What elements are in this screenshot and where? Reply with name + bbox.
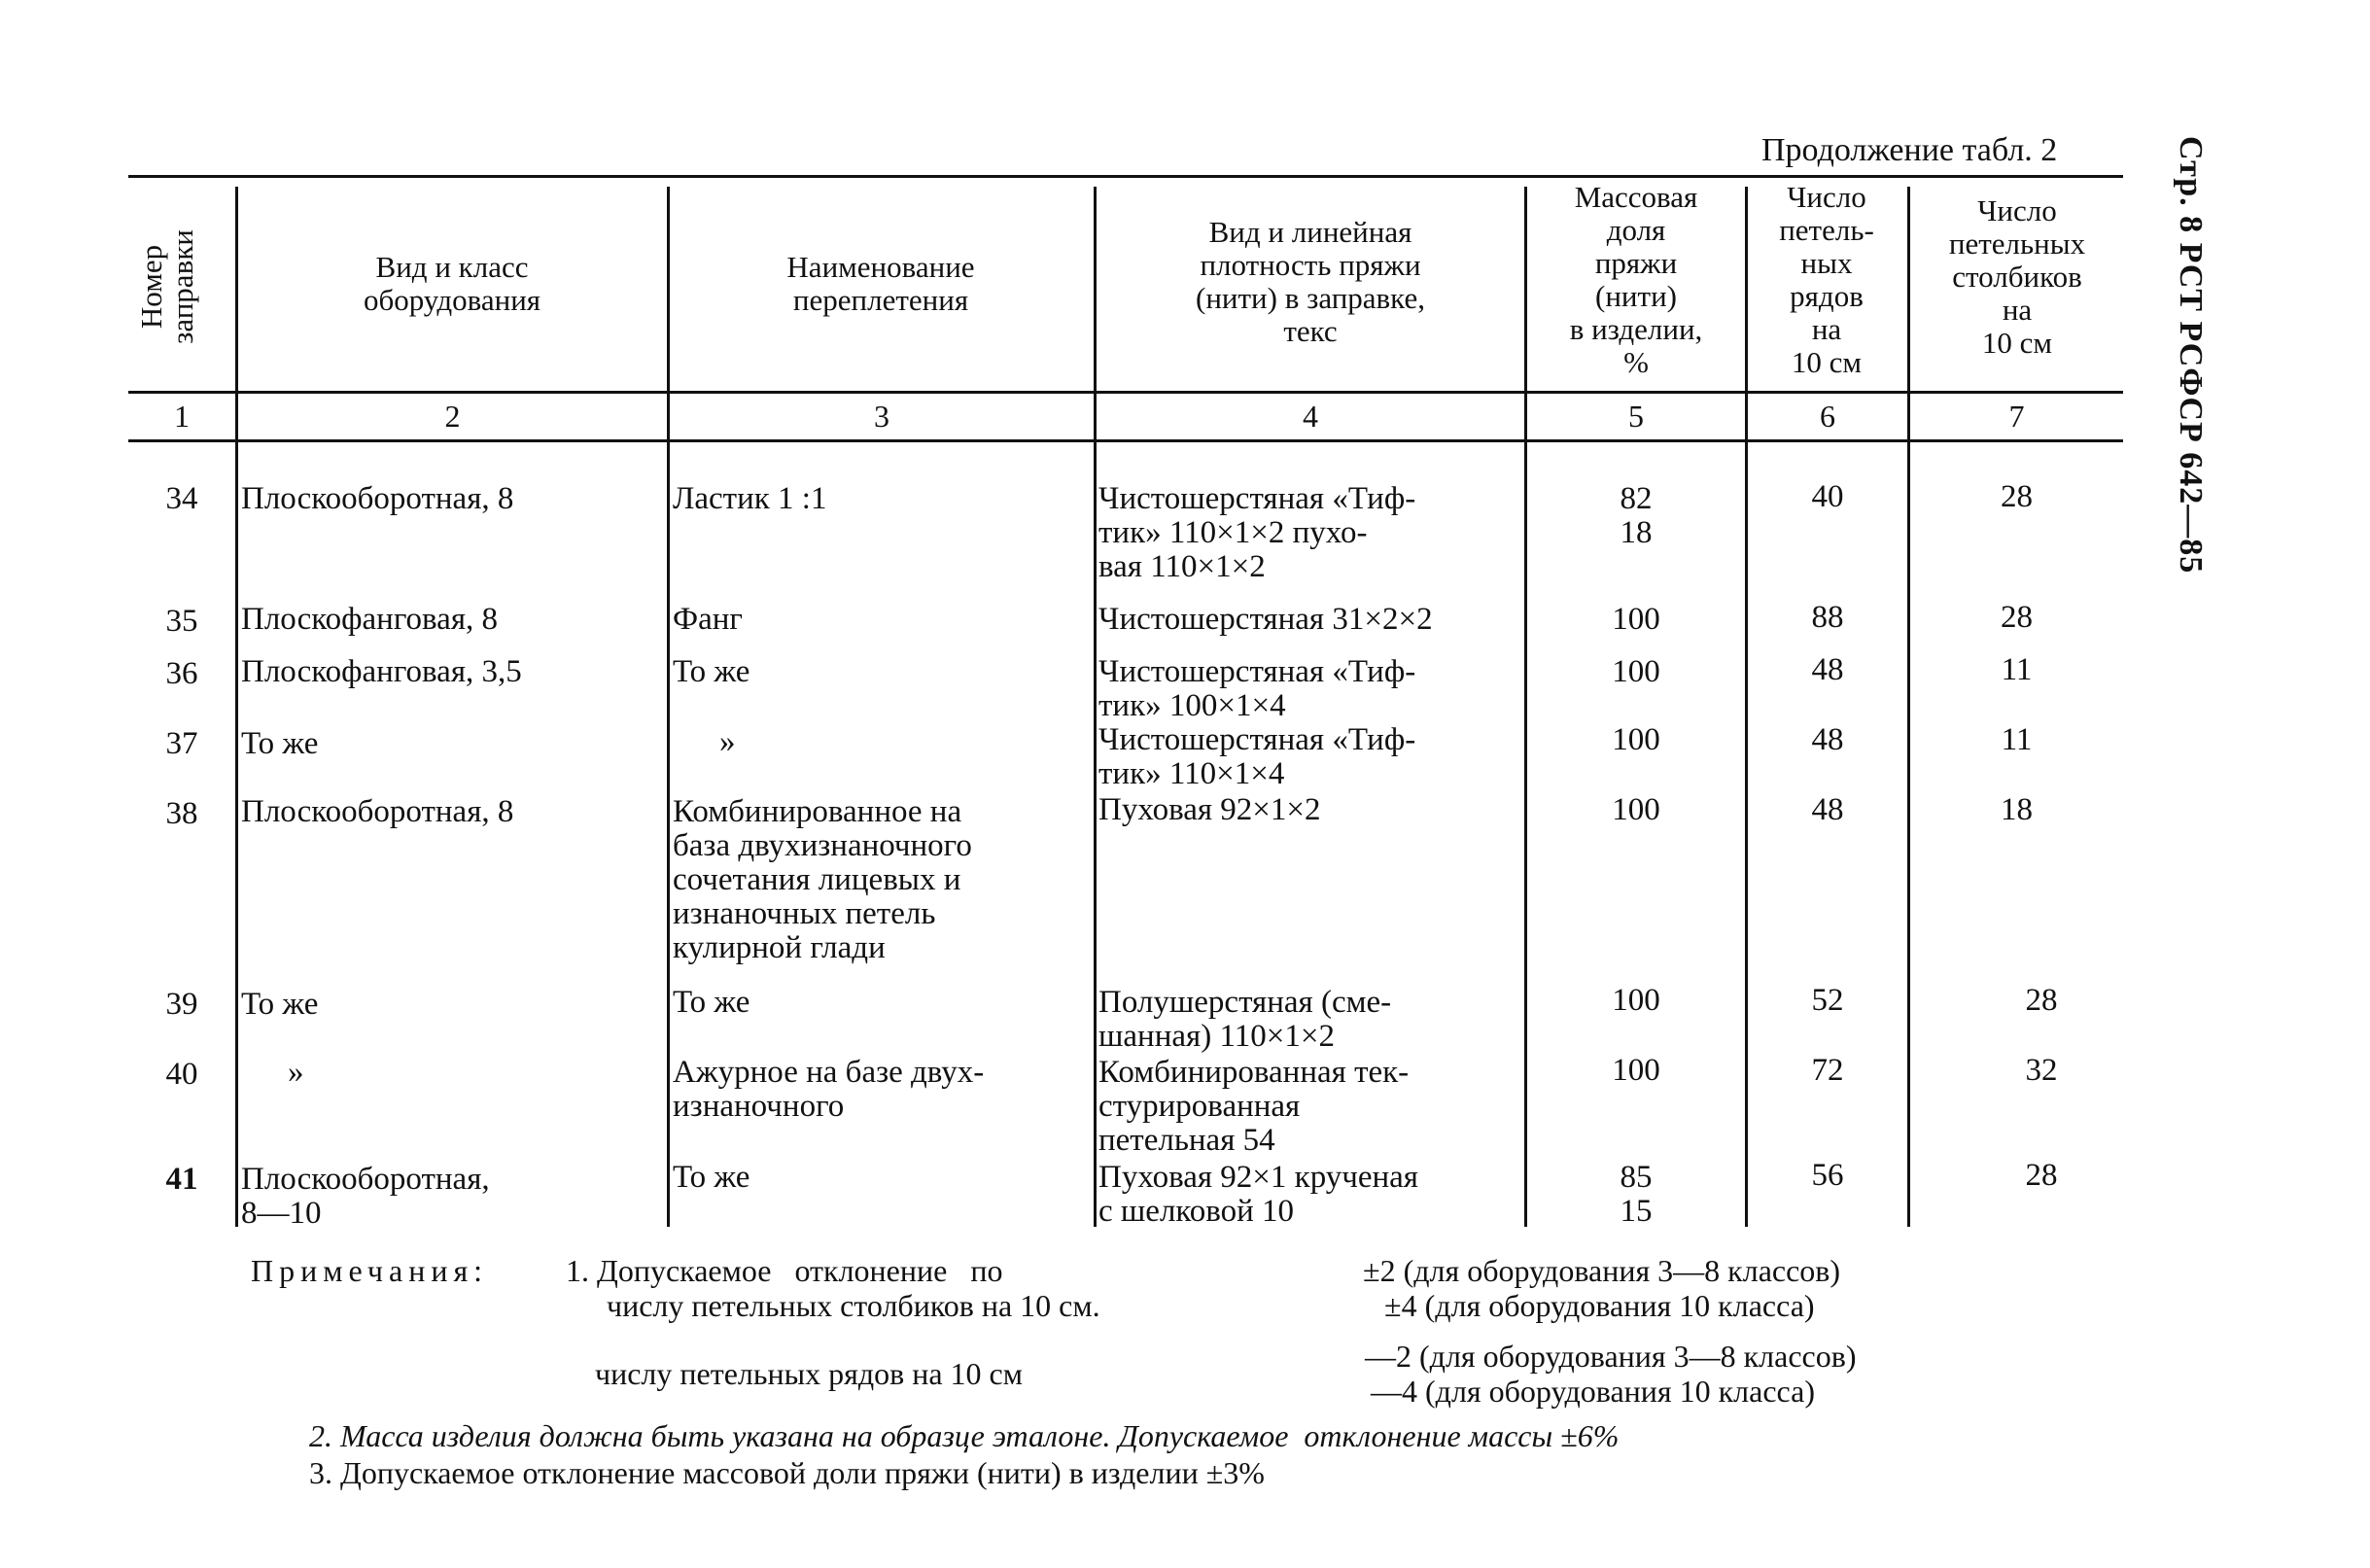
row-mass: 100 — [1612, 983, 1660, 1018]
row-equipment: То же — [241, 726, 319, 761]
row-number: 39 — [165, 987, 198, 1022]
row-number: 40 — [165, 1057, 198, 1092]
col-divider-3 — [1094, 187, 1097, 1227]
col-divider-2 — [667, 187, 670, 1227]
row-weave: Ажурное на базе двух- изнаночного — [673, 1055, 985, 1124]
tolerance-2: ±4 (для оборудования 10 класса) — [1384, 1288, 1815, 1323]
row-rows10: 48 — [1811, 652, 1844, 687]
row-yarn: Полушерстяная (сме- шанная) 110×1×2 — [1098, 985, 1392, 1054]
row-yarn: Чистошерстяная «Тиф- тик» 110×1×4 — [1098, 722, 1416, 791]
row-cols10: 18 — [2001, 792, 2033, 827]
row-cols10: 32 — [2025, 1053, 2058, 1088]
row-mass: 82 18 — [1620, 481, 1653, 550]
note-2: 2. Масса изделия должна быть указана на образце эталоне. Допускаемое отклонение массы ±6% — [309, 1418, 1620, 1453]
row-mass: 85 15 — [1620, 1160, 1653, 1229]
row-mass: 100 — [1612, 792, 1660, 827]
row-equipment: Плоскооборотная, 8 — [241, 481, 514, 516]
row-weave: Комбинированное на база двухизнаночного сочетания лицевых и изнаночных петель кулирной глади — [673, 794, 972, 965]
header-mass: Массовая доля пряжи (нити) в изделии, % — [1569, 180, 1703, 379]
side-caption-text: Стр. 8 РСТ РСФСР 642—85 — [2173, 136, 2209, 575]
row-rows10: 72 — [1811, 1053, 1844, 1088]
row-rows10: 40 — [1811, 479, 1844, 514]
header-weave: Наименование переплетения — [786, 250, 975, 317]
row-cols10: 28 — [2001, 600, 2033, 635]
note-1-line-c: числу петельных рядов на 10 см — [595, 1356, 1023, 1391]
col-num-rule — [128, 391, 2123, 394]
row-weave: Ластик 1 :1 — [673, 481, 827, 516]
row-rows10: 48 — [1811, 792, 1844, 827]
row-weave: Фанг — [673, 602, 743, 637]
row-rows10: 48 — [1811, 722, 1844, 757]
row-equipment: Плоскооборотная, 8 — [241, 794, 514, 829]
notes-label: Примечания: — [251, 1253, 489, 1288]
header-columns: Число петельных столбиков на 10 см — [1948, 193, 2086, 360]
col-number-7: 7 — [2008, 399, 2025, 434]
header-equipment: Вид и класс оборудования — [363, 250, 541, 317]
row-rows10: 88 — [1811, 600, 1844, 635]
note-1-line-a: 1. Допускаемое отклонение по — [566, 1253, 1003, 1288]
row-mass: 100 — [1612, 722, 1660, 757]
row-cols10: 28 — [2025, 1158, 2058, 1193]
col-divider-1 — [235, 187, 238, 1227]
continuation-label: Продолжение табл. 2 — [1761, 132, 2058, 168]
row-number: 38 — [165, 796, 198, 831]
row-mass: 100 — [1612, 602, 1660, 637]
note-3: 3. Допускаемое отклонение массовой доли пряжи (нити) в изделии ±3% — [309, 1455, 1265, 1490]
tolerance-1: ±2 (для оборудования 3—8 классов) — [1363, 1253, 1841, 1288]
row-mass: 100 — [1612, 654, 1660, 689]
col-divider-6 — [1907, 187, 1910, 1227]
row-yarn: Пуховая 92×1 крученая с шелковой 10 — [1098, 1160, 1418, 1229]
col-number-2: 2 — [444, 399, 461, 434]
row-cols10: 28 — [2025, 983, 2058, 1018]
row-yarn: Чистошерстяная «Тиф- тик» 110×1×2 пухо- вая 110×1×2 — [1098, 481, 1416, 584]
row-equipment: » — [288, 1055, 304, 1090]
row-yarn: Комбинированная тек- стурированная петельная 54 — [1098, 1055, 1410, 1158]
row-weave: То же — [673, 1160, 750, 1195]
row-cols10: 28 — [2001, 479, 2033, 514]
col-number-4: 4 — [1303, 399, 1318, 434]
row-yarn: Чистошерстяная 31×2×2 — [1098, 602, 1433, 637]
row-rows10: 56 — [1811, 1158, 1844, 1193]
note-1-line-b: числу петельных столбиков на 10 см. — [607, 1288, 1100, 1323]
row-equipment: Плоскофанговая, 8 — [241, 602, 498, 637]
row-equipment: Плоскофанговая, 3,5 — [241, 654, 522, 689]
row-weave: То же — [673, 654, 750, 689]
row-weave: » — [719, 724, 736, 759]
row-mass: 100 — [1612, 1053, 1660, 1088]
row-number: 35 — [165, 604, 198, 639]
row-yarn: Чистошерстяная «Тиф- тик» 100×1×4 — [1098, 654, 1416, 723]
header-yarn: Вид и линейная плотность пряжи (нити) в заправке, текс — [1196, 215, 1425, 348]
row-cols10: 11 — [2001, 722, 2033, 757]
row-number: 37 — [165, 726, 198, 761]
row-equipment: Плоскооборотная, 8—10 — [241, 1162, 490, 1231]
col-number-3: 3 — [874, 399, 889, 434]
row-number: 41 — [165, 1162, 198, 1197]
col-number-5: 5 — [1628, 399, 1644, 434]
side-caption — [2148, 136, 2226, 603]
row-equipment: То же — [241, 987, 319, 1022]
tolerance-4: —4 (для оборудования 10 класса) — [1371, 1374, 1815, 1409]
table-top-rule — [128, 175, 2123, 178]
col-number-1: 1 — [174, 399, 190, 434]
row-yarn: Пуховая 92×1×2 — [1098, 792, 1321, 827]
header-rows: Число петель- ных рядов на 10 см — [1779, 180, 1874, 379]
row-rows10: 52 — [1811, 983, 1844, 1018]
row-number: 36 — [165, 656, 198, 691]
header-bottom-rule — [128, 439, 2123, 442]
tolerance-3: —2 (для оборудования 3—8 классов) — [1365, 1339, 1857, 1374]
row-cols10: 11 — [2001, 652, 2033, 687]
row-weave: То же — [673, 985, 750, 1020]
row-number: 34 — [165, 481, 198, 516]
header-number: Номер заправки — [134, 229, 199, 344]
col-number-6: 6 — [1820, 399, 1835, 434]
